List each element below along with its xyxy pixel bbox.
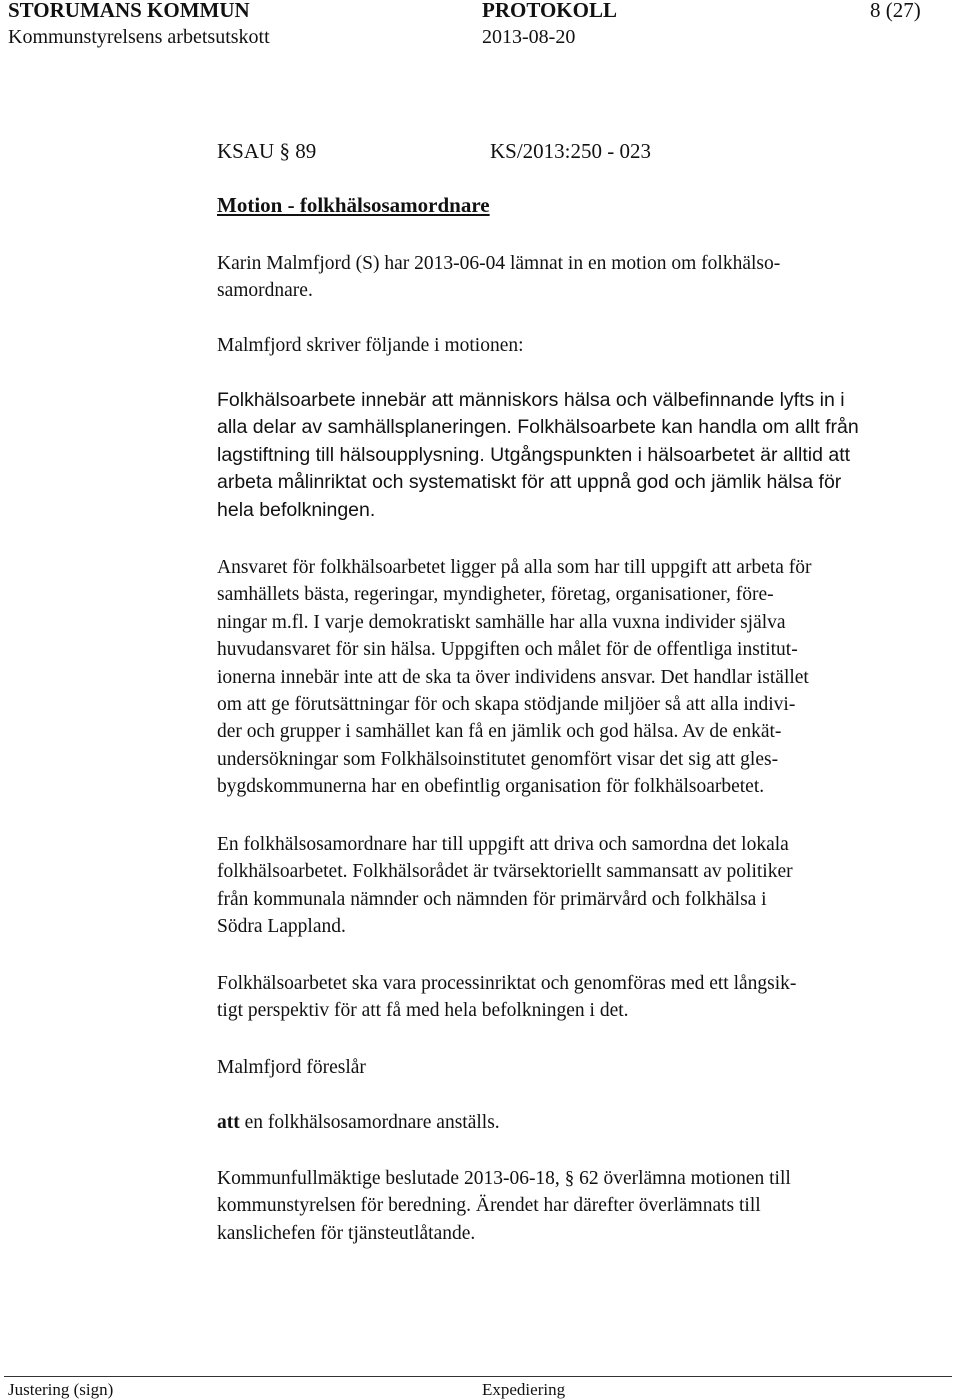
page-number: 8 (27) <box>870 0 921 22</box>
document-type: PROTOKOLL <box>482 0 617 22</box>
organization-name: STORUMANS KOMMUN <box>8 0 250 22</box>
case-number <box>217 139 316 164</box>
paragraph-proposal <box>217 1109 952 1136</box>
proposal-text: en folkhälsosamordnare anställs. <box>239 1112 500 1133</box>
case-title: Motion - folkhälsosamordnare <box>217 193 490 217</box>
case-number-text: KSAU § 89 <box>217 139 317 163</box>
committee-name: Kommunstyrelsens arbetsutskott <box>8 26 270 48</box>
diary-number: KS/2013:250 - 023 <box>490 139 652 163</box>
paragraph-responsibility: Ansvaret för folkhälsoarbetet ligger på alla som har till uppgift att arbeta för samhällets bästa, regeringar, myndigheter, företag, organisationer, före- ningar m.fl. I varje demokratiskt samhälle har alla vuxna individer själva huvudansvaret för sin hälsa. Uppgiften och målet för de offentliga institut- ionerna innebär inte att de ska ta över individens ansvar. Det handlar istället om att ge förutsättningar för och skapa stödjande miljöer så att alla indivi- der och grupper i samhället kan få en jämlik och god hälsa. Av de enkät- undersökningar som Folkhälsoinstitutet genomfört visar det sig att gles- bygdskommunerna har en obefintlig organisation för folkhälsoarbetet. <box>217 557 812 798</box>
paragraph-proposal-lead: Malmfjord föreslår <box>217 1057 366 1078</box>
proposal-att: att <box>217 1112 240 1133</box>
paragraph-intro: Karin Malmfjord (S) har 2013-06-04 lämnat in en motion om folkhälso- samordnare. <box>217 253 781 302</box>
paragraph-sign-icon: § <box>564 1168 575 1189</box>
paragraph-coordinator: En folkhälsosamordnare har till uppgift att driva och samordna det lokala folkhälsoarbetet. Folkhälsorådet är tvärsektoriellt sammansatt av politiker från kommunala nämnder och nämnden för primärvård och folkhälsa i Södra Lappland. <box>217 834 793 938</box>
footer-sign-label: Justering (sign) <box>8 1380 114 1399</box>
meeting-date: 2013-08-20 <box>482 26 576 48</box>
footer-divider <box>4 1376 952 1377</box>
paragraph-motion-lead: Malmfjord skriver följande i motionen: <box>217 335 524 356</box>
paragraph-motion-quote-1: Folkhälsoarbete innebär att människors hälsa och välbefinnande lyfts in i alla delar av samhällsplaneringen. Folkhälsoarbete kan handla om allt från lagstiftning till hälsoupplysning. Utgångspunkten i hälsoarbetet är alltid att arbeta målinriktat och systematiskt för att uppnå god och jämlik hälsa för hela befolkningen. <box>217 389 859 521</box>
case-section-sign-icon: § <box>279 139 296 163</box>
paragraph-process: Folkhälsoarbetet ska vara processinriktat och genomföras med ett långsik- tigt perspektiv för att få med hela befolkningen i det. <box>217 973 797 1022</box>
paragraph-decision: Kommunfullmäktige beslutade 2013-06-18, § 62 överlämna motionen till kommunstyrelsen för beredning. Ärendet har därefter överlämnats till kanslichefen för tjänsteutlåtande. <box>217 1168 791 1244</box>
footer-dispatch-label: Expediering <box>482 1380 566 1399</box>
